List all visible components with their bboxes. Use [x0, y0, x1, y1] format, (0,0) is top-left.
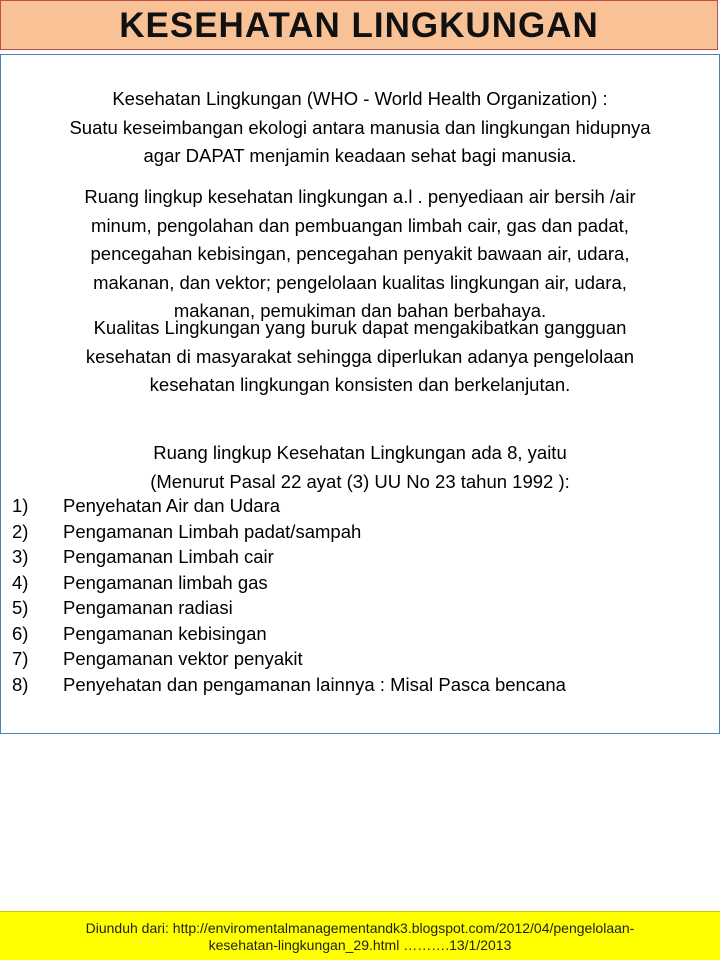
paragraph-line: Ruang lingkup Kesehatan Lingkungan ada 8, yaitu — [153, 442, 567, 463]
paragraph-line: makanan, dan vektor; pengelolaan kualitas lingkungan air, udara, — [93, 271, 627, 293]
list-item — [1, 672, 719, 698]
source-footer — [0, 911, 720, 960]
paragraph-line: agar DAPAT menjamin keadaan sehat bagi manusia. — [143, 145, 577, 166]
paragraph-line: makanan, pemukiman dan bahan berbahaya. — [173, 300, 547, 321]
list-item-text: Penyehatan Air dan Udara — [63, 495, 281, 516]
list-item — [1, 493, 719, 519]
list-item-text: Pengamanan vektor penyakit — [63, 648, 303, 669]
list-item-text: Pengamanan Limbah cair — [63, 546, 274, 567]
paragraph-line: kesehatan lingkungan konsisten dan berkelanjutan. — [149, 374, 571, 395]
list-item — [1, 595, 719, 621]
list-intro-paragraph — [1, 439, 719, 496]
paragraph-line: (Menurut Pasal 22 ayat (3) UU No 23 tahun 1992 ): — [150, 470, 570, 492]
page-title: KESEHATAN LINGKUNGAN — [119, 6, 599, 45]
paragraph-line: Suatu keseimbangan ekologi antara manusia dan lingkungan hidupnya — [69, 116, 651, 138]
list-item-text: Pengamanan kebisingan — [63, 622, 267, 644]
scope-list — [1, 493, 719, 697]
list-item-text: Penyehatan dan pengamanan lainnya : Misal Pasca bencana — [63, 673, 566, 695]
list-item — [1, 621, 719, 647]
list-item-text: Pengamanan Limbah padat/sampah — [63, 520, 362, 542]
list-item-number: 5) — [12, 597, 29, 618]
list-item-number: 7) — [12, 648, 29, 669]
content-panel — [0, 54, 720, 734]
paragraph-line: kesehatan di masyarakat sehingga diperlukan adanya pengelolaan — [85, 345, 635, 367]
quality-paragraph — [1, 314, 719, 400]
footer-source-line: kesehatan-lingkungan_29.html ……….13/1/2013 — [208, 937, 512, 953]
paragraph-line: pencegahan kebisingan, pencegahan penyakit bawaan air, udara, — [90, 243, 630, 264]
list-item — [1, 570, 719, 596]
who-definition-paragraph — [1, 85, 719, 171]
paragraph-line: Kualitas Lingkungan yang buruk dapat mengakibatkan gangguan — [93, 317, 627, 338]
list-item-number: 2) — [12, 520, 29, 542]
list-item-number: 8) — [12, 673, 29, 695]
list-item — [1, 544, 719, 570]
list-item-number: 4) — [12, 571, 29, 593]
list-item-number: 1) — [12, 495, 29, 516]
paragraph-line: minum, pengolahan dan pembuangan limbah cair, gas dan padat, — [91, 214, 629, 236]
scope-paragraph — [1, 183, 719, 326]
list-item-text: Pengamanan radiasi — [63, 597, 233, 618]
list-item — [1, 519, 719, 545]
title-banner — [0, 0, 718, 50]
list-item-number: 6) — [12, 622, 29, 644]
list-item-number: 3) — [12, 546, 29, 567]
list-item-text: Pengamanan limbah gas — [63, 571, 268, 593]
footer-source-line: Diunduh dari: http://enviromentalmanagementandk3.blogspot.com/2012/04/pengelolaan- — [85, 920, 635, 936]
paragraph-line: Kesehatan Lingkungan (WHO - World Health Organization) : — [112, 88, 608, 109]
paragraph-line: Ruang lingkup kesehatan lingkungan a.l . penyediaan air bersih /air — [84, 186, 636, 207]
list-item — [1, 646, 719, 672]
